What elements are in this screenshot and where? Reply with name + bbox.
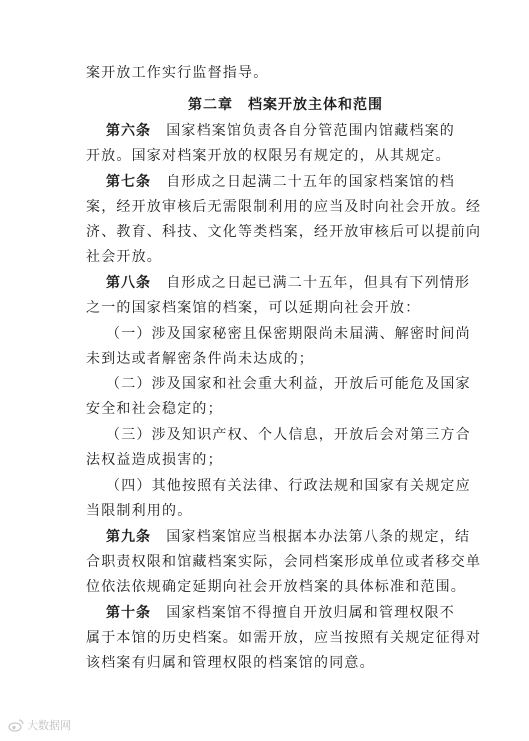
- text-line: 安全和社会稳定的；: [86, 401, 223, 417]
- text-line: 当限制利用的。: [86, 503, 193, 519]
- article-8: 第八条 自形成之日起已满二十五年，但具有下列情形: [106, 275, 471, 291]
- text-line: 属于本馆的历史档案。如需开放，应当按照有关规定征得对: [86, 630, 482, 646]
- text-line: 案，经开放审核后无需限制利用的应当及时向社会开放。经: [86, 199, 482, 215]
- text-line: 合职责权限和馆藏档案实际，会同档案形成单位或者移交单: [86, 554, 482, 570]
- article-7: 第七条 自形成之日起满二十五年的国家档案馆的档: [106, 174, 455, 190]
- weibo-logo-icon: [8, 718, 24, 732]
- article-label: 第九条: [106, 529, 151, 545]
- watermark: [8, 716, 71, 734]
- text-line: 该档案有归属和管理权限的档案馆的同意。: [86, 655, 375, 671]
- article-6: 第六条 国家档案馆负责各自分管范围内馆藏档案的: [106, 123, 455, 139]
- text-line: 之一的国家档案馆的档案，可以延期向社会开放：: [86, 300, 421, 316]
- list-item-4: （四）其他按照有关法律、行政法规和国家有关规定应: [106, 478, 471, 494]
- text-line: 位依法依规确定延期向社会开放档案的具体标准和范围。: [86, 579, 466, 595]
- text-line: 案开放工作实行监督指导。: [86, 65, 269, 81]
- text-line: 法权益造成损害的；: [86, 452, 223, 468]
- text-line: 未到达或者解密条件尚未达成的；: [86, 351, 314, 367]
- article-label: 第六条: [106, 123, 151, 139]
- watermark-text: 大数据网: [27, 719, 71, 732]
- article-label: 第八条: [106, 275, 151, 291]
- article-9: 第九条 国家档案馆应当根据本办法第八条的规定，结: [106, 529, 471, 545]
- article-label: 第十条: [106, 605, 151, 621]
- chapter-heading: 第二章 档案开放主体和范围: [188, 97, 383, 113]
- list-item-1: （一）涉及国家秘密且保密期限尚未届满、解密时间尚: [106, 326, 471, 342]
- text-line: 开放。国家对档案开放的权限另有规定的，从其规定。: [86, 148, 451, 164]
- list-item-2: （二）涉及国家和社会重大利益，开放后可能危及国家: [106, 376, 471, 392]
- article-label: 第七条: [106, 174, 151, 190]
- list-item-3: （三）涉及知识产权、个人信息，开放后会对第三方合: [106, 427, 471, 443]
- article-10: 第十条 国家档案馆不得擅自开放归属和管理权限不: [106, 605, 455, 621]
- text-line: 社会开放。: [86, 249, 162, 265]
- text-line: 济、教育、科技、文化等类档案，经开放审核后可以提前向: [86, 224, 482, 240]
